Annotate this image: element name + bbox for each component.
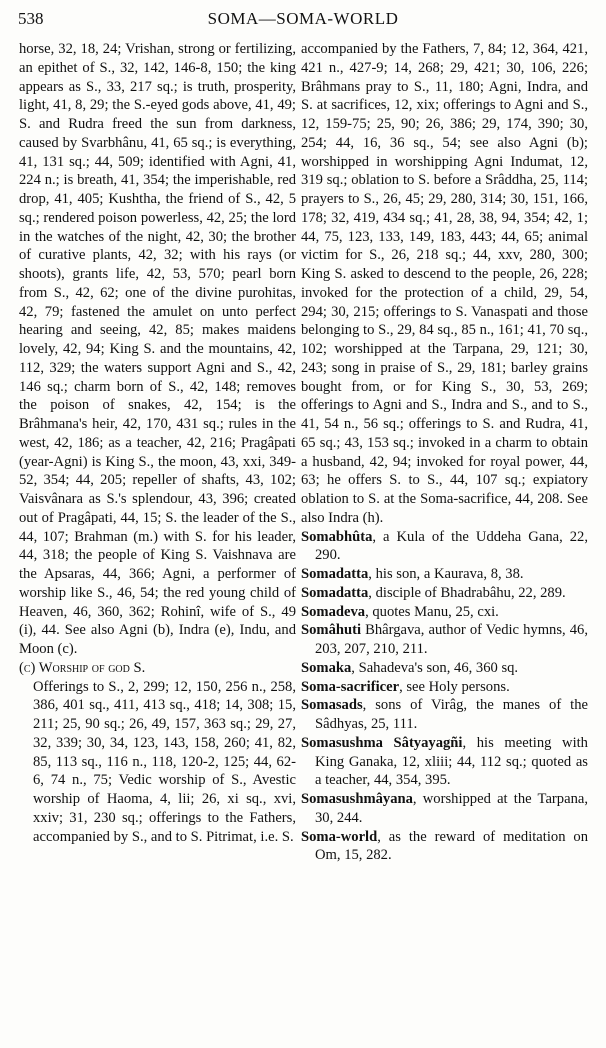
index-term: Somaka	[301, 659, 352, 676]
index-text: , see Holy persons.	[399, 678, 510, 695]
index-entry	[301, 603, 588, 622]
section-heading: (c) Worship of god S.	[19, 659, 146, 676]
page-number: 538	[18, 9, 44, 28]
index-term: Somasushmâyana	[301, 791, 413, 807]
index-text: , his meeting with King Ganaka, 12, xliii; 44, 112 sq.; quoted as a teacher, 44, 354, 395.	[315, 734, 588, 789]
section-text: Offerings to S., 2, 299; 12, 150, 256 n., 258, 386, 401 sq., 411, 413 sq., 418; 14, 308; 15, 211; 25, 90 sq.; 26, 49, 157, 363 sq.; 29, 27, 32, 339; 30, 34, 123, 143, 158, 260; 41, 82, 85, 113 sq., 116 n., 118, 120-2, 125; 44, 62-6, 74 n., 75; Vedic worship of S., Avestic worship of Haoma, 4, lii; 26, xi sq., xvi, xxiv; 31, 230 sq.; offerings to the Fathers, accompanied by S., and to S. Pitrimat, i.e. S.	[33, 678, 296, 845]
index-term: Soma-sacrificer	[301, 678, 400, 695]
index-entry	[301, 790, 588, 828]
index-entry-continuation: horse, 32, 18, 24; Vrishan, strong or fertilizing, an epithet of S., 32, 142, 146-8, 150; the king appears as S., 33, 217 sq.; is truth, prosperity, light, 41, 8, 29; the S.-eyed gods above, 41, 49; S. and Rudra freed the sun from darkness, caused by Svarbhânu, 41, 65 sq.; is everything, 41, 131 sq.; 44, 509; identified with Agni, 41, 224 n.; is breath, 41, 354; the imperishable, red drop, 41, 405; Kushtha, the friend of S., 42, 5 sq.; rendered poison powerless, 42, 25; the lord in the watches of the night, 42, 30; the brother of curative plants, 42, 32; with his rays (or shoots), grants life, 42, 53, 570; pearl born from S., 42, 62; one of the divine purohitas, 42, 79; fastened the amulet on unto perfect hearing and seeing, 42, 85; makes maidens lovely, 42, 94; King S. and the mountains, 42, 112, 329; the waters support Agni and S., 42, 146 sq.; charm born of S., 42, 148; removes the poison of snakes, 42, 154; is the Brâhmana's heir, 42, 170, 431 sq.; rules in the west, 42, 186; as a teacher, 42, 216; Pragâpati (year-Agni) is King S., the moon, 43, xxi, 349-52, 354; 44, 205; repeller of shafts, 43, 102; Vaisvânara as S.'s splendour, 43, 396; created out of Pragâpati, 44, 15; S. the leader of the S., 44, 107; Brahman (m.) with S. for his leader, 44, 318; the people of King S. Vaishnava are the Apsaras, 44, 366; Agni, a performer of worship like S., 46, 54; the red young child of Heaven, 46, 360, 362; Rohinî, wife of S., 49 (i), 44. See also Agni (b), Indra (e), Indu, and Moon (c).	[19, 41, 296, 657]
index-term: Somadatta	[301, 566, 369, 582]
index-entry	[301, 659, 588, 678]
index-text: , quotes Manu, 25, cxi.	[365, 603, 499, 620]
index-text: , disciple of Bhadrabâhu, 22, 289.	[368, 584, 566, 601]
index-entry	[301, 621, 588, 659]
index-entry	[301, 828, 588, 866]
index-text: , his son, a Kaurava, 8, 38.	[368, 566, 524, 582]
running-title: SOMA—SOMA-WORLD	[207, 9, 399, 28]
index-term: Somasads	[301, 697, 363, 714]
index-text: , sons of Virâg, the manes of the Sâdhyas, 25, 111.	[315, 697, 588, 732]
index-term: Somabhûta	[301, 528, 373, 545]
index-term: Somâhuti	[301, 622, 362, 639]
right-column	[301, 40, 588, 865]
index-text: , Sahadeva's son, 46, 360 sq.	[351, 659, 519, 676]
page-header	[18, 9, 588, 31]
index-term: Somadeva	[301, 603, 366, 620]
index-entry	[301, 734, 588, 790]
index-text: , worshipped at the Tarpana, 30, 244.	[315, 791, 588, 826]
index-entry	[301, 678, 588, 697]
index-term: Soma-world	[301, 828, 378, 845]
index-entry-continuation-right: accompanied by the Fathers, 7, 84; 12, 364, 421, 421 n., 427-9; 14, 268; 29, 421; 30, 106, 226; Brâhmans pray to S., 11, 180; Agni, Indra, and S. at sacrifices, 12, xix; offerings to Agni and S., 12, 159-75; 25, 90; 26, 386; 29, 174, 390; 30, 254; 44, 16, 36 sq., 54; see also Agni (b); worshipped in worshipping Agni Indumat, 12, 319 sq.; oblation to S. before a Srâddha, 25, 114; prayers to S., 26, 45; 29, 280, 314; 30, 151, 166, 178; 32, 419, 434 sq.; 41, 28, 38, 94, 354; 42, 1; 44, 75, 123, 133, 149, 183, 443; 44, 65; animal victim for S., 26, 218 sq.; 44, xxv, 280, 300; King S. asked to descend to the people, 26, 228; invoked for the protection of a child, 29, 54, 294; 30, 215; offerings to S. Vanaspati and those belonging to S., 29, 84 sq., 85 n., 161; 41, 70 sq., 102; worshipped at the Tarpana, 29, 121; 30, 243; song in praise of S., 29, 181; barley grains bought from, or for King S., 30, 53, 269; offerings to Agni and S., Indra and S., and to S., 41, 54 n., 56 sq.; offerings to S. and Rudra, 41, 65 sq.; 43, 153 sq.; invoked in a charm to obtain a husband, 42, 94; invoked for royal power, 44, 63; he offers S. to S., 44, 107 sq.; expiatory oblation to S. at the Soma-sacrifice, 44, 208. See also Indra (h).	[301, 41, 588, 526]
index-entry	[301, 565, 588, 584]
left-column	[19, 40, 296, 846]
index-entry	[301, 584, 588, 603]
index-entry	[301, 696, 588, 734]
index-text: , a Kula of the Uddeha Gana, 22, 290.	[315, 528, 588, 564]
index-term: Somadatta	[301, 584, 369, 601]
index-text: Bhârgava, author of Vedic hymns, 46, 203, 207, 210, 211.	[315, 622, 588, 657]
index-term: Somasushma Sâtyayagñi	[301, 734, 463, 751]
index-text: , as the reward of meditation on Om, 15, 282.	[315, 828, 588, 864]
index-entry	[301, 528, 588, 566]
